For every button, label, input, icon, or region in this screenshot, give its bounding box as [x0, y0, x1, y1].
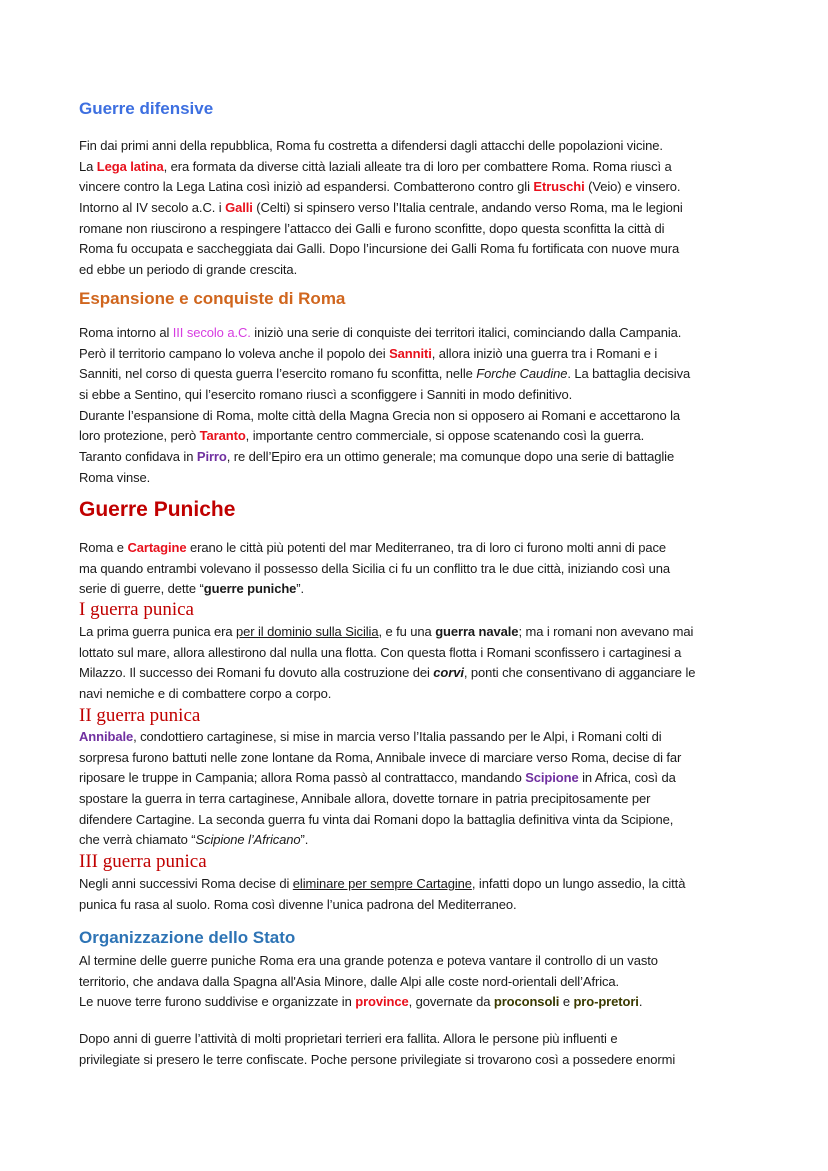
- text-line: [79, 323, 690, 344]
- highlighted-term: eliminare per sempre Cartagine: [292, 876, 472, 891]
- text-run: La: [79, 158, 97, 174]
- text-run: . La battaglia decisiva: [567, 366, 691, 382]
- text-run: ed ebbe un periodo di grande crescita.: [79, 262, 298, 278]
- text-run: , infatti dopo un lungo assedio, la città: [471, 876, 686, 891]
- text-run: Sanniti, nel corso di questa guerra l’esercito romano fu sconfitta, nelle: [79, 366, 477, 382]
- heading-guerre-difensive: Guerre difensive: [79, 99, 214, 118]
- text-run: punica fu rasa al suolo. Roma così divenne l’unica padrona del Mediterraneo.: [79, 896, 517, 912]
- text-run: che verrà chiamato “: [79, 832, 196, 848]
- text-line: [79, 972, 658, 993]
- text-run: ”.: [296, 581, 305, 597]
- text-line: [79, 768, 681, 789]
- text-run: riposare le truppe in Campania; allora Roma passò al contrattacco, mandando: [79, 770, 526, 786]
- text-line: [79, 468, 690, 489]
- highlighted-term: Scipione l’Africano: [195, 832, 301, 848]
- highlighted-term: Scipione: [525, 770, 579, 786]
- text-run: , ponti che consentivano di agganciare le: [463, 665, 696, 681]
- text-line: [79, 622, 695, 643]
- text-line: [79, 559, 670, 580]
- text-line: [79, 177, 683, 198]
- heading-espansione: Espansione e conquiste di Roma: [79, 289, 346, 308]
- text-run: Al termine delle guerre puniche Roma era una grande potenza e poteva vantare il controllo di un vasto: [79, 953, 658, 968]
- highlighted-term: guerre puniche: [203, 581, 297, 597]
- highlighted-term: proconsoli: [493, 994, 560, 1010]
- text-run: spostare la guerra in terra cartaginese, Annibale allora, dovette tornare in patria precipitosamente per: [79, 791, 651, 807]
- text-line: [79, 748, 681, 769]
- text-run: Durante l’espansione di Roma, molte città della Magna Grecia non si opposero ai Romani e accettarono la: [79, 407, 681, 423]
- text-run: Roma vinse.: [79, 469, 151, 485]
- text-run: ”.: [300, 832, 309, 848]
- text-line: [79, 830, 681, 851]
- text-line: [79, 951, 658, 972]
- text-line: [79, 260, 683, 281]
- highlighted-term: guerra navale: [435, 624, 519, 639]
- text-line: [79, 344, 690, 365]
- text-run: Le nuove terre furono suddivise e organizzate in: [79, 994, 356, 1010]
- text-run: si ebbe a Sentino, qui l’esercito romano riuscì a sconfiggere i Sanniti in modo definitivo.: [79, 387, 573, 403]
- text-line: [79, 663, 695, 684]
- text-run: Taranto confidava in: [79, 449, 197, 465]
- heading-terza-guerra-punica: III guerra punica: [79, 851, 207, 872]
- text-run: Milazzo. Il successo dei Romani fu dovuto alla costruzione dei: [79, 665, 434, 681]
- text-run: Fin dai primi anni della repubblica, Roma fu costretta a difendersi dagli attacchi delle popolazioni vicine.: [79, 138, 663, 153]
- text-line: [79, 538, 670, 559]
- text-line: [79, 579, 670, 600]
- highlighted-term: Taranto: [199, 428, 246, 444]
- text-run: Roma e: [79, 540, 128, 555]
- highlighted-term: Sanniti: [389, 345, 432, 361]
- text-run: , governate da: [408, 994, 494, 1010]
- text-run: loro protezione, però: [79, 428, 200, 444]
- text-run: Intorno al IV secolo a.C. i: [79, 200, 226, 216]
- text-line: [79, 1050, 675, 1071]
- text-run: La prima guerra punica era: [79, 624, 237, 639]
- text-run: , condottiero cartaginese, si mise in marcia verso l’Italia passando per le Alpi, i Romani colti di: [133, 729, 662, 744]
- text-run: navi nemiche e di combattere corpo a corpo.: [79, 686, 332, 702]
- paragraph-guerre-puniche: [79, 538, 670, 600]
- text-run: ; ma i romani non avevano mai: [518, 624, 694, 639]
- text-run: , allora iniziò una guerra tra i Romani e i: [431, 345, 658, 361]
- text-run: serie di guerre, dette “: [79, 581, 204, 597]
- text-line: [79, 239, 683, 260]
- text-run: , re dell’Epiro era un ottimo generale; ma comunque dopo una serie di battaglie: [226, 449, 675, 465]
- text-run: Dopo anni di guerre l’attività di molti proprietari terrieri era fallita. Allora le persone più influenti e: [79, 1031, 618, 1046]
- text-run: privilegiate si presero le terre confiscate. Poche persone privilegiate si trovarono così a possedere enormi: [79, 1051, 676, 1067]
- text-run: (Veio) e vinsero.: [584, 179, 681, 195]
- text-run: Però il territorio campano lo voleva anche il popolo dei: [79, 345, 390, 361]
- text-run: e: [559, 994, 574, 1010]
- highlighted-term: Annibale: [79, 729, 134, 744]
- heading-guerre-puniche: Guerre Puniche: [79, 498, 236, 521]
- text-run: Negli anni successivi Roma decise di: [79, 876, 293, 891]
- highlighted-term: corvi: [433, 665, 464, 681]
- highlighted-term: Cartagine: [127, 540, 187, 555]
- highlighted-term: province: [355, 994, 409, 1010]
- text-run: ma quando entrambi volevano il possesso della Sicilia ci fu un conflitto tra le due città, iniziando così una: [79, 560, 671, 576]
- text-run: , e fu una: [378, 624, 436, 639]
- text-line: [79, 684, 695, 705]
- highlighted-term: III secolo a.C.: [172, 325, 251, 340]
- text-run: difendere Cartagine. La seconda guerra fu vinta dai Romani dopo la battaglia definitiva vinta da Scipione,: [79, 811, 674, 827]
- text-run: Roma fu occupata e saccheggiata dai Galli. Dopo l’incursione dei Galli Roma fu fortificata con nuove mura: [79, 241, 680, 257]
- paragraph-terza-guerra-punica: [79, 874, 685, 915]
- text-run: , importante centro commerciale, si oppose scatenando così la guerra.: [245, 428, 645, 444]
- text-line: [79, 447, 690, 468]
- text-line: [79, 1029, 675, 1050]
- text-line: [79, 727, 681, 748]
- text-run: sorpresa furono battuti nelle zone lontane da Roma, Annibale invece di marciare verso Roma, decise di far: [79, 749, 682, 765]
- text-run: iniziò una serie di conquiste dei territori italici, cominciando dalla Campania.: [250, 325, 682, 340]
- highlighted-term: Etruschi: [533, 179, 585, 195]
- heading-organizzazione-stato: Organizzazione dello Stato: [79, 928, 296, 947]
- text-run: (Celti) si spinsero verso l’Italia centrale, andando verso Roma, ma le legioni: [252, 200, 683, 216]
- heading-seconda-guerra-punica: II guerra punica: [79, 705, 201, 726]
- text-run: lottato sul mare, allora allestirono dal nulla una flotta. Con questa flotta i Romani sconfissero i cartaginesi a: [79, 644, 682, 660]
- text-run: erano le città più potenti del mar Mediterraneo, tra di loro ci furono molti anni di pace: [186, 540, 666, 555]
- text-line: [79, 136, 683, 157]
- text-line: [79, 895, 685, 916]
- paragraph-guerre-difensive: [79, 136, 683, 281]
- highlighted-term: Lega latina: [96, 158, 164, 174]
- highlighted-term: pro-pretori: [573, 994, 639, 1010]
- highlighted-term: Forche Caudine: [476, 366, 568, 382]
- text-line: [79, 198, 683, 219]
- text-run: in Africa, così da: [578, 770, 676, 786]
- text-run: territorio, che andava dalla Spagna all'Asia Minore, dalle Alpi alle coste nord-orientali dell’Africa.: [79, 973, 620, 989]
- highlighted-term: per il dominio sulla Sicilia: [236, 624, 379, 639]
- heading-prima-guerra-punica: I guerra punica: [79, 599, 194, 620]
- paragraph-dopo-guerre: [79, 1029, 675, 1070]
- text-line: [79, 364, 690, 385]
- paragraph-prima-guerra-punica: [79, 622, 695, 705]
- text-line: [79, 219, 683, 240]
- text-line: [79, 406, 690, 427]
- text-line: [79, 426, 690, 447]
- highlighted-term: Galli: [225, 200, 253, 216]
- paragraph-seconda-guerra-punica: [79, 727, 681, 851]
- text-run: vincere contro la Lega Latina così iniziò ad espandersi. Combatterono contro gli: [79, 179, 534, 195]
- text-line: [79, 810, 681, 831]
- text-line: [79, 874, 685, 895]
- text-run: , era formata da diverse città laziali alleate tra di loro per combattere Roma. Roma riuscì a: [163, 158, 672, 174]
- text-run: romane non riuscirono a respingere l’attacco dei Galli e furono sconfitte, dopo questa sconfitta la città di: [79, 220, 665, 236]
- text-line: [79, 643, 695, 664]
- text-run: Roma intorno al: [79, 325, 173, 340]
- text-line: [79, 789, 681, 810]
- text-line: [79, 385, 690, 406]
- highlighted-term: Pirro: [196, 449, 227, 465]
- text-line: [79, 992, 658, 1013]
- paragraph-espansione: [79, 323, 690, 489]
- paragraph-organizzazione-stato: [79, 951, 658, 1013]
- text-run: .: [638, 994, 643, 1010]
- text-line: [79, 157, 683, 178]
